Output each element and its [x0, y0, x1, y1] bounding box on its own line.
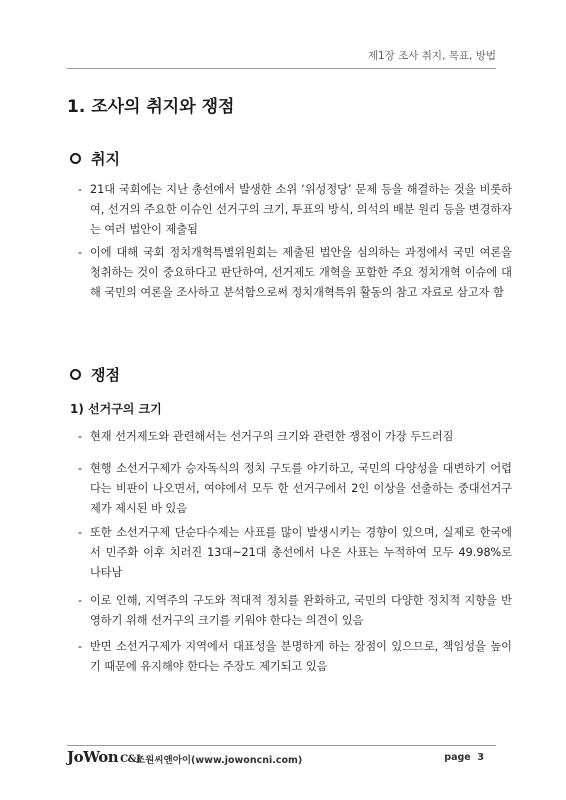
section-heading-purpose	[70, 148, 120, 169]
section-heading-issues-label: 쟁점	[91, 366, 120, 384]
list-item	[78, 591, 512, 631]
dash-bullet: -	[78, 640, 83, 653]
dash-bullet: -	[78, 526, 83, 539]
list-item-text: 이에 대해 국회 정치개혁특별위원회는 제출된 법안을 심의하는 과정에서 국민 여론을 청취하는 것이 중요하다고 판단하여, 선거제도 개혁을 포함한 주요 정치개혁 이슈에 대해 국민의 여론을 조사하고 분석함으로써 정치개혁특위 활동의 참고 자료로 삼고자 함	[90, 246, 512, 299]
circle-bullet-icon	[70, 369, 81, 380]
dash-bullet: -	[78, 183, 83, 196]
logo-suffix-text: C&I	[120, 754, 141, 765]
header-divider	[67, 68, 496, 69]
dash-bullet: -	[78, 462, 83, 475]
dash-bullet: -	[78, 430, 83, 443]
footer-company-name: 조원씨앤아이(www.jowoncni.com)	[136, 755, 303, 766]
page-label: page	[444, 752, 471, 763]
circle-bullet-icon	[70, 153, 81, 164]
section-heading-issues	[70, 364, 120, 385]
list-item-text: 또한 소선거구제 단순다수제는 사표를 많이 발생시키는 경향이 있으며, 실제로 한국에서 민주화 이후 치러진 13대~21대 총선에서 나온 사표는 누적하여 모두 49.98%로 나타남	[90, 526, 512, 579]
list-item-text: 21대 국회에는 지난 총선에서 발생한 소위 ‘위성정당’ 문제 등을 해결하는 것을 비롯하여, 선거의 주요한 이슈인 선거구의 크기, 투표의 방식, 의석의 배분 원리 등을 변경하자는 여러 법안이 제출됨	[90, 183, 512, 236]
dash-bullet: -	[78, 594, 83, 607]
sub-heading-district-size: 1) 선거구의 크기	[70, 402, 162, 416]
list-item-text: 현재 선거제도와 관련해서는 선거구의 크기와 관련한 쟁점이 가장 두드러짐	[90, 430, 454, 443]
list-item-text: 이로 인해, 지역주의 구도와 적대적 정치를 완화하고, 국민의 다양한 정치적 지향을 반영하기 위해 선거구의 크기를 키워야 한다는 의견이 있음	[90, 594, 512, 627]
list-item	[78, 637, 512, 677]
page-number	[444, 752, 484, 763]
dash-bullet: -	[78, 246, 83, 259]
list-item	[78, 523, 512, 583]
list-item	[78, 459, 512, 519]
list-item-text: 반면 소선거구제가 지역에서 대표성을 분명하게 하는 장점이 있으므로, 책임성을 높이기 때문에 유지해야 한다는 주장도 제기되고 있음	[90, 640, 512, 673]
section-heading-purpose-label: 취지	[91, 150, 120, 168]
footer-divider	[67, 745, 496, 746]
page-number-value: 3	[477, 752, 484, 763]
list-item	[78, 180, 512, 240]
company-logo	[67, 748, 140, 766]
logo-main-text: JoWon	[67, 748, 119, 766]
list-item-text: 현행 소선거구제가 승자독식의 정치 구도를 야기하고, 국민의 다양성을 대변하기 어렵다는 비판이 나오면서, 여야에서 모두 한 선거구에서 2인 이상을 선출하는 중대선거구제가 제시된 바 있음	[90, 462, 512, 515]
list-item	[78, 427, 512, 447]
list-item	[78, 243, 512, 303]
chapter-title: 1. 조사의 취지와 쟁점	[67, 97, 235, 117]
running-header: 제1장 조사 취지, 목표, 방법	[367, 50, 496, 62]
